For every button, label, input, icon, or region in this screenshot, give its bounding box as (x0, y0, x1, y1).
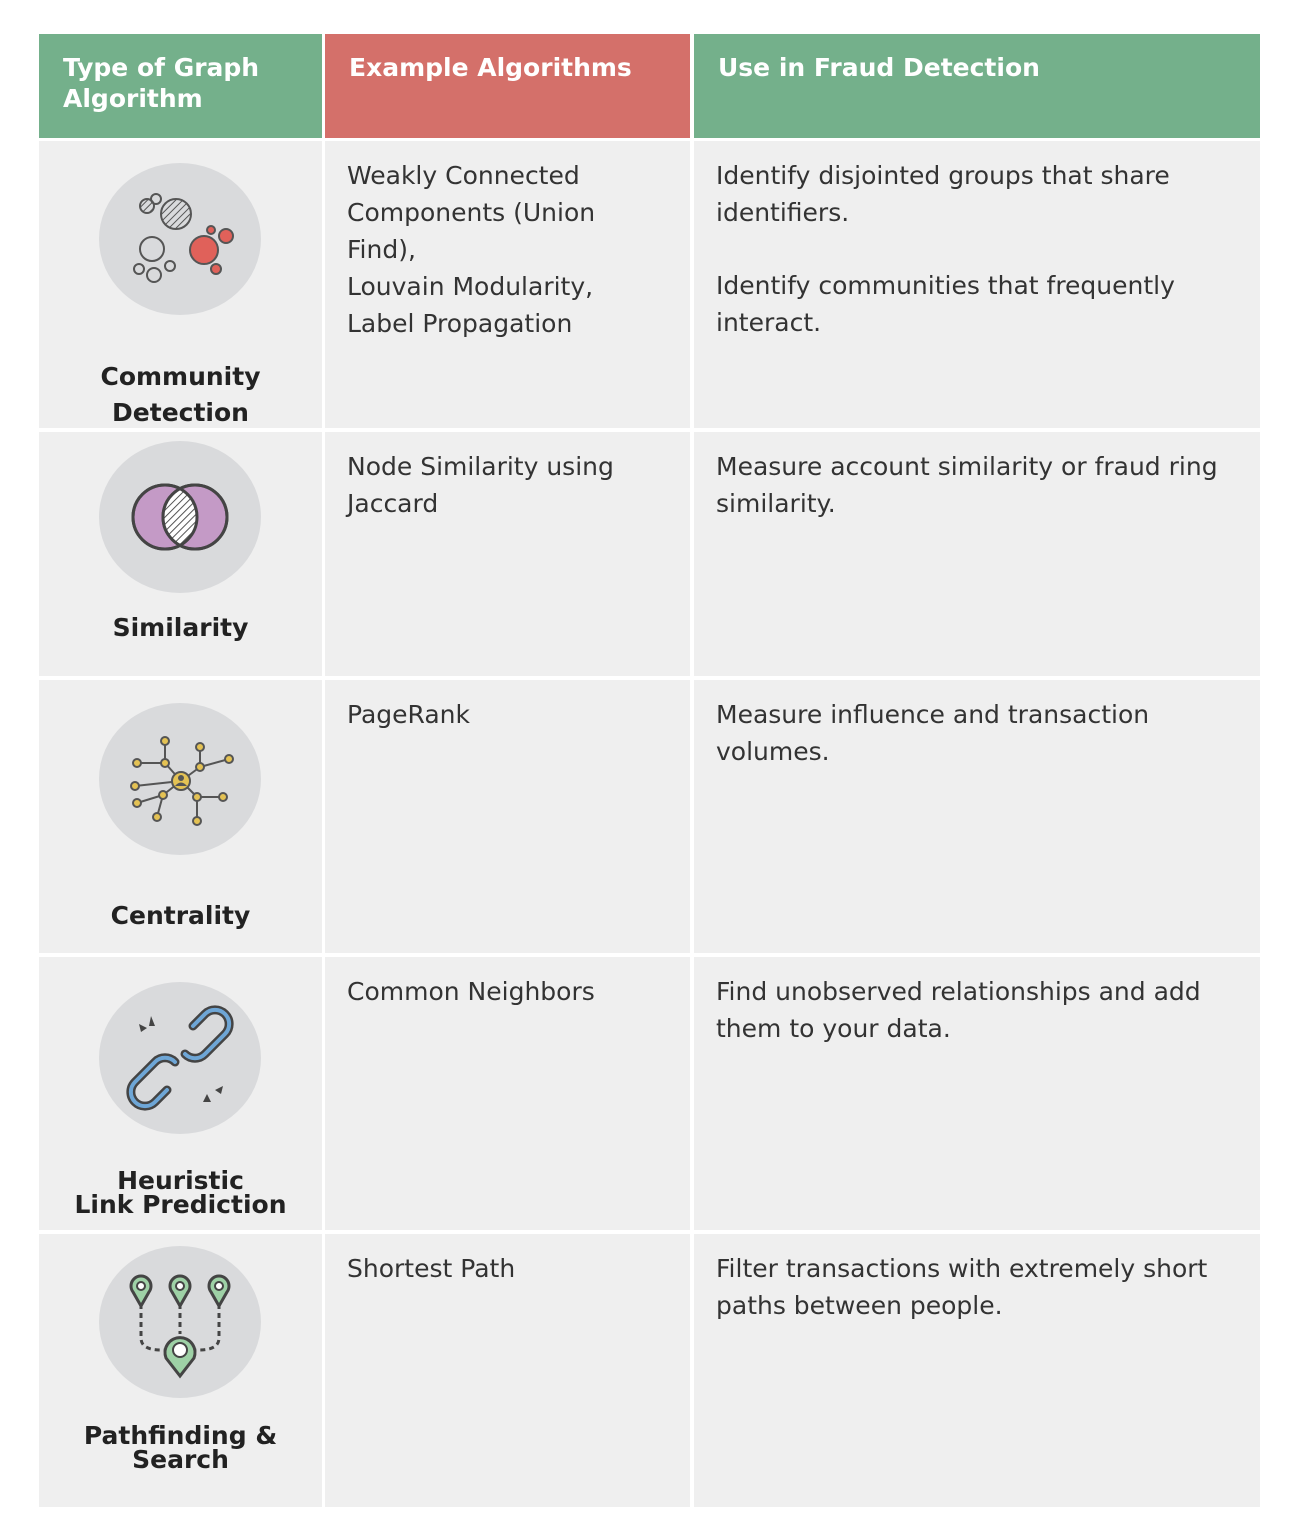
row-centrality-examples-cell (325, 680, 690, 953)
row-centrality-use-cell (694, 680, 1260, 953)
header-type-of-graph-algorithm: Type of Graph Algorithm (39, 34, 322, 138)
row-link-prediction-type-cell (39, 957, 322, 1230)
pathfinding-use-1: Filter transactions with extremely short paths between people. (716, 1254, 1208, 1320)
pathfinding-pins-icon (99, 1246, 261, 1398)
community-detection-use-2: Identify communities that frequently interact. (716, 271, 1175, 337)
row-community-detection-use-cell (694, 141, 1260, 428)
link-prediction-label: Heuristic Link Prediction (74, 1166, 287, 1219)
centrality-use-1: Measure influence and transaction volumes. (716, 700, 1150, 766)
pathfinding-label: Pathfinding & Search (83, 1421, 278, 1474)
link-prediction-use-1: Find unobserved relationships and add them to your data. (716, 977, 1201, 1043)
row-pathfinding-examples-cell (325, 1234, 690, 1507)
row-similarity-examples-cell (325, 432, 690, 676)
centrality-examples: PageRank (347, 700, 470, 729)
community-detection-label: Community Detection (100, 362, 261, 427)
header-use-in-fraud-detection: Use in Fraud Detection (694, 34, 1260, 138)
row-community-detection-examples-cell (325, 141, 690, 428)
row-pathfinding-type-cell (39, 1234, 322, 1507)
community-detection-icon (99, 163, 261, 315)
row-similarity-use-cell (694, 432, 1260, 676)
similarity-use-1: Measure account similarity or fraud ring similarity. (716, 452, 1218, 518)
row-link-prediction-examples-cell (325, 957, 690, 1230)
pathfinding-examples: Shortest Path (347, 1254, 516, 1283)
centrality-label: Centrality (110, 901, 251, 930)
row-community-detection-type-cell (39, 141, 322, 428)
community-detection-use-1: Identify disjointed groups that share identifiers. (716, 161, 1170, 227)
row-centrality-type-cell (39, 680, 322, 953)
row-pathfinding-use-cell (694, 1234, 1260, 1507)
link-prediction-examples: Common Neighbors (347, 977, 595, 1006)
header-example-algorithms: Example Algorithms (325, 34, 690, 138)
centrality-network-icon (99, 703, 261, 855)
similarity-examples: Node Similarity using Jaccard (347, 452, 614, 518)
community-detection-examples: Weakly Connected Components (Union Find), Louvain Modularity, Label Propagation (347, 161, 596, 338)
similarity-venn-icon (99, 441, 261, 593)
row-similarity-type-cell (39, 432, 322, 676)
row-link-prediction-use-cell (694, 957, 1260, 1230)
link-chain-icon (99, 982, 261, 1134)
similarity-label: Similarity (112, 613, 249, 642)
